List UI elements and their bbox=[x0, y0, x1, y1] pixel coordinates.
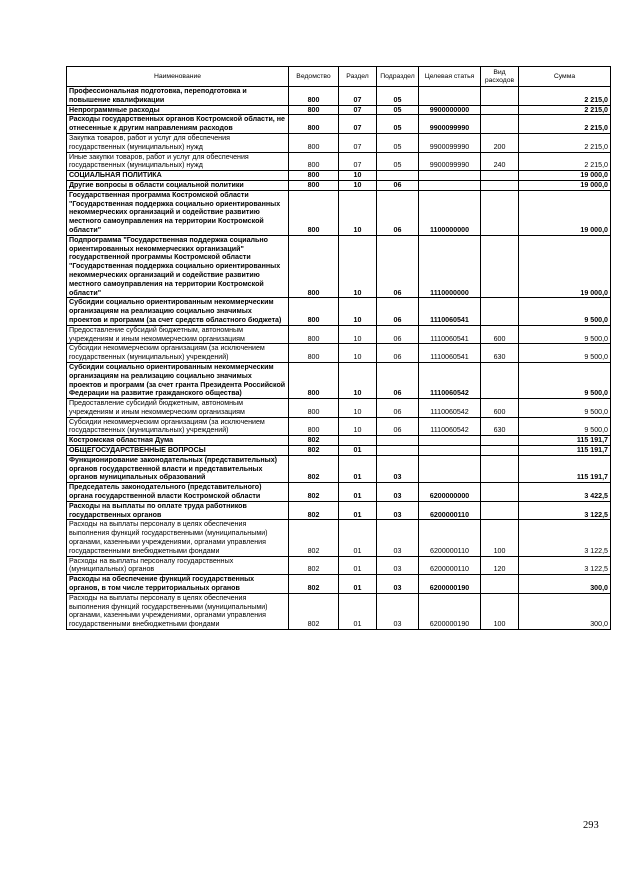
cell-dept: 802 bbox=[289, 501, 339, 520]
cell-name: Субсидии некоммерческим организациям (за исключением государственных (муниципальных) учреждений) bbox=[67, 417, 289, 436]
cell-exp-type: 630 bbox=[481, 417, 519, 436]
table-row bbox=[67, 399, 611, 418]
cell-target: 1110060541 bbox=[419, 344, 481, 363]
header-sum: Сумма bbox=[519, 67, 611, 87]
cell-section: 10 bbox=[339, 362, 377, 398]
cell-subsection: 05 bbox=[377, 105, 419, 115]
table-row bbox=[67, 575, 611, 594]
cell-sum: 9 500,0 bbox=[519, 399, 611, 418]
table-row bbox=[67, 180, 611, 190]
cell-section: 10 bbox=[339, 235, 377, 298]
cell-exp-type: 100 bbox=[481, 593, 519, 629]
table-row bbox=[67, 417, 611, 436]
cell-sum: 2 215,0 bbox=[519, 87, 611, 106]
cell-exp-type bbox=[481, 436, 519, 446]
cell-exp-type bbox=[481, 115, 519, 134]
cell-dept: 800 bbox=[289, 133, 339, 152]
cell-subsection: 05 bbox=[377, 115, 419, 134]
cell-subsection: 03 bbox=[377, 501, 419, 520]
cell-section: 10 bbox=[339, 180, 377, 190]
cell-name: Государственная программа Костромской области "Государственная поддержка социально ориентированных некоммерческих организаций и содействие развитию местного самоуправления на территории Костромской области" bbox=[67, 190, 289, 235]
cell-dept: 802 bbox=[289, 575, 339, 594]
cell-dept: 802 bbox=[289, 455, 339, 482]
cell-sum: 300,0 bbox=[519, 593, 611, 629]
cell-dept: 802 bbox=[289, 436, 339, 446]
cell-name: Закупка товаров, работ и услуг для обеспечения государственных (муниципальных) нужд bbox=[67, 133, 289, 152]
cell-section: 10 bbox=[339, 399, 377, 418]
cell-dept: 800 bbox=[289, 152, 339, 171]
table-row bbox=[67, 501, 611, 520]
cell-exp-type bbox=[481, 190, 519, 235]
cell-dept: 802 bbox=[289, 556, 339, 575]
cell-subsection: 06 bbox=[377, 344, 419, 363]
cell-sum: 115 191,7 bbox=[519, 446, 611, 456]
cell-sum: 115 191,7 bbox=[519, 436, 611, 446]
cell-section: 01 bbox=[339, 556, 377, 575]
cell-exp-type: 600 bbox=[481, 399, 519, 418]
cell-target: 6200000110 bbox=[419, 501, 481, 520]
cell-exp-type bbox=[481, 105, 519, 115]
cell-target bbox=[419, 171, 481, 181]
cell-dept: 800 bbox=[289, 115, 339, 134]
cell-exp-type bbox=[481, 455, 519, 482]
cell-sum: 3 122,5 bbox=[519, 556, 611, 575]
cell-dept: 800 bbox=[289, 105, 339, 115]
cell-exp-type: 240 bbox=[481, 152, 519, 171]
cell-target: 6200000190 bbox=[419, 593, 481, 629]
cell-target bbox=[419, 446, 481, 456]
cell-sum: 2 215,0 bbox=[519, 105, 611, 115]
cell-target: 9900099990 bbox=[419, 115, 481, 134]
cell-sum: 2 215,0 bbox=[519, 115, 611, 134]
cell-subsection: 06 bbox=[377, 325, 419, 344]
cell-exp-type bbox=[481, 575, 519, 594]
cell-name: Субсидии некоммерческим организациям (за исключением государственных (муниципальных) учреждений) bbox=[67, 344, 289, 363]
cell-exp-type bbox=[481, 171, 519, 181]
cell-name: СОЦИАЛЬНАЯ ПОЛИТИКА bbox=[67, 171, 289, 181]
table-row bbox=[67, 115, 611, 134]
cell-subsection: 03 bbox=[377, 483, 419, 502]
cell-target: 1110060541 bbox=[419, 298, 481, 325]
cell-exp-type bbox=[481, 87, 519, 106]
cell-target: 6200000110 bbox=[419, 520, 481, 556]
table-row bbox=[67, 298, 611, 325]
table-row bbox=[67, 325, 611, 344]
table-row bbox=[67, 520, 611, 556]
cell-subsection: 06 bbox=[377, 417, 419, 436]
cell-name: ОБЩЕГОСУДАРСТВЕННЫЕ ВОПРОСЫ bbox=[67, 446, 289, 456]
header-target: Целевая статья bbox=[419, 67, 481, 87]
cell-name: Иные закупки товаров, работ и услуг для обеспечения государственных (муниципальных) нужд bbox=[67, 152, 289, 171]
cell-section: 07 bbox=[339, 105, 377, 115]
cell-section: 10 bbox=[339, 417, 377, 436]
header-exp-type: Вид расходов bbox=[481, 67, 519, 87]
cell-sum: 9 500,0 bbox=[519, 362, 611, 398]
cell-section: 10 bbox=[339, 325, 377, 344]
cell-subsection: 06 bbox=[377, 399, 419, 418]
cell-target: 1110060541 bbox=[419, 325, 481, 344]
cell-exp-type: 100 bbox=[481, 520, 519, 556]
cell-target: 6200000110 bbox=[419, 556, 481, 575]
cell-section: 07 bbox=[339, 87, 377, 106]
table-row bbox=[67, 436, 611, 446]
cell-subsection bbox=[377, 446, 419, 456]
cell-name: Расходы государственных органов Костромской области, не отнесенные к другим направлениям расходов bbox=[67, 115, 289, 134]
cell-dept: 800 bbox=[289, 325, 339, 344]
cell-sum: 19 000,0 bbox=[519, 180, 611, 190]
table-row bbox=[67, 455, 611, 482]
cell-dept: 800 bbox=[289, 298, 339, 325]
cell-target bbox=[419, 180, 481, 190]
cell-section: 01 bbox=[339, 520, 377, 556]
cell-dept: 800 bbox=[289, 87, 339, 106]
cell-subsection bbox=[377, 171, 419, 181]
cell-dept: 802 bbox=[289, 593, 339, 629]
cell-sum: 115 191,7 bbox=[519, 455, 611, 482]
cell-name: Другие вопросы в области социальной политики bbox=[67, 180, 289, 190]
cell-dept: 802 bbox=[289, 483, 339, 502]
cell-exp-type bbox=[481, 180, 519, 190]
cell-sum: 2 215,0 bbox=[519, 152, 611, 171]
header-dept: Ведомство bbox=[289, 67, 339, 87]
table-row bbox=[67, 593, 611, 629]
cell-exp-type bbox=[481, 501, 519, 520]
cell-name: Субсидии социально ориентированным некоммерческим организациям на реализацию социально значимых проектов и программ (за счет средств областного бюджета) bbox=[67, 298, 289, 325]
cell-section bbox=[339, 436, 377, 446]
page-number: 293 bbox=[583, 820, 599, 831]
cell-dept: 800 bbox=[289, 171, 339, 181]
cell-sum: 3 122,5 bbox=[519, 520, 611, 556]
cell-target bbox=[419, 436, 481, 446]
cell-dept: 800 bbox=[289, 417, 339, 436]
cell-target: 9900099990 bbox=[419, 152, 481, 171]
table-row bbox=[67, 105, 611, 115]
header-subsection: Подраздел bbox=[377, 67, 419, 87]
table-row bbox=[67, 190, 611, 235]
cell-section: 07 bbox=[339, 152, 377, 171]
cell-exp-type bbox=[481, 483, 519, 502]
cell-dept: 802 bbox=[289, 520, 339, 556]
cell-sum: 9 500,0 bbox=[519, 417, 611, 436]
cell-section: 10 bbox=[339, 298, 377, 325]
cell-section: 01 bbox=[339, 593, 377, 629]
cell-target: 1100000000 bbox=[419, 190, 481, 235]
cell-sum: 9 500,0 bbox=[519, 298, 611, 325]
cell-exp-type: 630 bbox=[481, 344, 519, 363]
cell-sum: 19 000,0 bbox=[519, 190, 611, 235]
table-row bbox=[67, 235, 611, 298]
cell-dept: 800 bbox=[289, 344, 339, 363]
cell-section: 01 bbox=[339, 501, 377, 520]
cell-subsection: 06 bbox=[377, 362, 419, 398]
table-header-row bbox=[67, 67, 611, 87]
cell-sum: 9 500,0 bbox=[519, 325, 611, 344]
cell-exp-type bbox=[481, 235, 519, 298]
cell-sum: 2 215,0 bbox=[519, 133, 611, 152]
cell-subsection: 03 bbox=[377, 575, 419, 594]
table-row bbox=[67, 171, 611, 181]
cell-subsection: 03 bbox=[377, 520, 419, 556]
header-name: Наименование bbox=[67, 67, 289, 87]
table-body bbox=[67, 87, 611, 630]
cell-section: 01 bbox=[339, 446, 377, 456]
cell-sum: 300,0 bbox=[519, 575, 611, 594]
cell-target: 1110060542 bbox=[419, 399, 481, 418]
table-row bbox=[67, 362, 611, 398]
cell-name: Предоставление субсидий бюджетным, автономным учреждениям и иным некоммерческим организациям bbox=[67, 325, 289, 344]
cell-subsection: 06 bbox=[377, 180, 419, 190]
cell-section: 01 bbox=[339, 483, 377, 502]
table-row bbox=[67, 344, 611, 363]
cell-section: 07 bbox=[339, 133, 377, 152]
cell-subsection: 03 bbox=[377, 455, 419, 482]
cell-target: 1110060542 bbox=[419, 362, 481, 398]
table-row bbox=[67, 152, 611, 171]
cell-target: 1110000000 bbox=[419, 235, 481, 298]
cell-subsection: 05 bbox=[377, 87, 419, 106]
cell-subsection bbox=[377, 436, 419, 446]
cell-subsection: 03 bbox=[377, 593, 419, 629]
cell-sum: 9 500,0 bbox=[519, 344, 611, 363]
table-row bbox=[67, 87, 611, 106]
cell-dept: 802 bbox=[289, 446, 339, 456]
table-row bbox=[67, 556, 611, 575]
cell-dept: 800 bbox=[289, 190, 339, 235]
cell-target: 9900099990 bbox=[419, 133, 481, 152]
cell-sum: 3 122,5 bbox=[519, 501, 611, 520]
cell-target: 1110060542 bbox=[419, 417, 481, 436]
cell-section: 10 bbox=[339, 344, 377, 363]
cell-name: Профессиональная подготовка, переподготовка и повышение квалификации bbox=[67, 87, 289, 106]
cell-subsection: 03 bbox=[377, 556, 419, 575]
table-row bbox=[67, 446, 611, 456]
cell-dept: 800 bbox=[289, 362, 339, 398]
cell-subsection: 05 bbox=[377, 152, 419, 171]
cell-name: Подпрограмма "Государственная поддержка социально ориентированных некоммерческих организаций" государственной программы Костромской области "Государственная поддержка социально ориентированных некоммерческих организаций и содействие развитию местного самоуправления на территории Костромской области" bbox=[67, 235, 289, 298]
cell-name: Расходы на выплаты персоналу в целях обеспечения выполнения функций государственными (муниципальными) органами, казенными учреждениями, органами управления государственными внебюджетными фондами bbox=[67, 593, 289, 629]
table-row bbox=[67, 133, 611, 152]
cell-name: Расходы на выплаты персоналу государственных (муниципальных) органов bbox=[67, 556, 289, 575]
cell-target bbox=[419, 87, 481, 106]
cell-section: 01 bbox=[339, 575, 377, 594]
cell-subsection: 06 bbox=[377, 235, 419, 298]
cell-subsection: 06 bbox=[377, 298, 419, 325]
cell-exp-type bbox=[481, 362, 519, 398]
cell-exp-type bbox=[481, 298, 519, 325]
cell-name: Костромская областная Дума bbox=[67, 436, 289, 446]
cell-dept: 800 bbox=[289, 180, 339, 190]
cell-exp-type: 120 bbox=[481, 556, 519, 575]
cell-exp-type: 600 bbox=[481, 325, 519, 344]
cell-name: Непрограммные расходы bbox=[67, 105, 289, 115]
cell-name: Расходы на выплаты персоналу в целях обеспечения выполнения функций государственными (муниципальными) органами, казенными учреждениями, органами управления государственными внебюджетными фондами bbox=[67, 520, 289, 556]
cell-name: Расходы на обеспечение функций государственных органов, в том числе территориальных органов bbox=[67, 575, 289, 594]
cell-dept: 800 bbox=[289, 235, 339, 298]
cell-subsection: 05 bbox=[377, 133, 419, 152]
cell-subsection: 06 bbox=[377, 190, 419, 235]
cell-target: 6200000000 bbox=[419, 483, 481, 502]
cell-exp-type: 200 bbox=[481, 133, 519, 152]
cell-section: 10 bbox=[339, 190, 377, 235]
cell-target: 9900000000 bbox=[419, 105, 481, 115]
cell-name: Расходы на выплаты по оплате труда работников государственных органов bbox=[67, 501, 289, 520]
cell-name: Функционирование законодательных (представительных) органов государственной власти и представительных органов муниципальных образований bbox=[67, 455, 289, 482]
cell-section: 07 bbox=[339, 115, 377, 134]
cell-dept: 800 bbox=[289, 399, 339, 418]
cell-sum: 19 000,0 bbox=[519, 171, 611, 181]
cell-target: 6200000190 bbox=[419, 575, 481, 594]
header-section: Раздел bbox=[339, 67, 377, 87]
budget-table bbox=[66, 66, 611, 630]
cell-sum: 3 422,5 bbox=[519, 483, 611, 502]
cell-name: Предоставление субсидий бюджетным, автономным учреждениям и иным некоммерческим организациям bbox=[67, 399, 289, 418]
table-row bbox=[67, 483, 611, 502]
cell-exp-type bbox=[481, 446, 519, 456]
cell-name: Субсидии социально ориентированным некоммерческим организациям на реализацию социально значимых проектов и программ (за счет гранта Президента Российской Федерации на развитие гражданского общества) bbox=[67, 362, 289, 398]
cell-section: 01 bbox=[339, 455, 377, 482]
cell-sum: 19 000,0 bbox=[519, 235, 611, 298]
cell-target bbox=[419, 455, 481, 482]
cell-name: Председатель законодательного (представительного) органа государственной власти Костромской области bbox=[67, 483, 289, 502]
cell-section: 10 bbox=[339, 171, 377, 181]
